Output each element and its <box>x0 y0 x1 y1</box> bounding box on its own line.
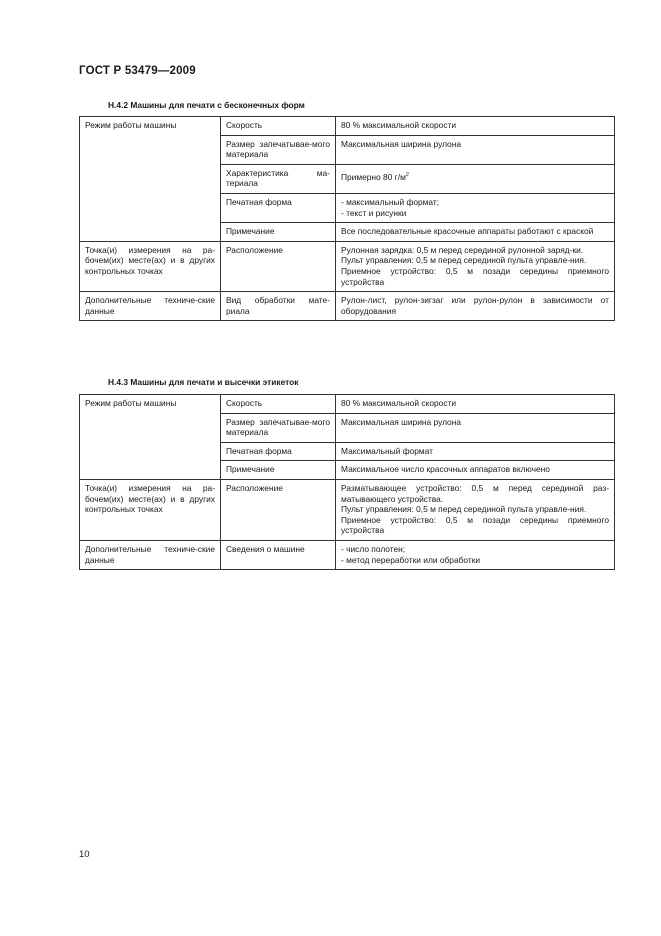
document-header: ГОСТ Р 53479—2009 <box>79 65 196 77</box>
location-value-line: Приемное устройство: 0,5 м позади середины приемного устройства <box>341 514 609 536</box>
cell-form-label: Печатная форма <box>221 193 336 222</box>
section-title-h43: Н.4.3 Машины для печати и высечки этикеток <box>108 377 299 387</box>
location-value-line: Разматывающее устройство: 0,5 м перед серединой раз-матывающего устройства. <box>341 482 609 504</box>
cell-note-value: Максимальное число красочных аппаратов включено <box>336 461 615 480</box>
location-value-line: Рулонная зарядка: 0,5 м перед серединой рулонной заряд-ки. <box>341 244 584 255</box>
table-h42 <box>79 116 615 321</box>
cell-speed-label: Скорость <box>221 117 336 136</box>
table-h43 <box>79 394 615 570</box>
table-row <box>80 395 615 414</box>
machine-value-line: - число полотен; <box>341 543 406 554</box>
cell-speed-value: 80 % максимальной скорости <box>336 117 615 136</box>
cell-machine-label: Сведения о машине <box>221 540 336 569</box>
cell-size-label: Размер запечатывае-мого материала <box>221 413 336 442</box>
characteristic-sup: 2 <box>405 171 409 178</box>
cell-process-value: Рулон-лист, рулон-зигзаг или рулон-рулон в зависимости от оборудования <box>336 292 615 321</box>
location-value-line: Пульт управления: 0,5 м перед серединой пульта управле-ния. <box>341 255 587 266</box>
table-row <box>80 479 615 540</box>
cell-note-value: Все последовательные красочные аппараты работают с краской <box>336 223 615 242</box>
cell-location-label: Расположение <box>221 479 336 540</box>
cell-form-value: Максимальный формат <box>336 442 615 461</box>
table-row <box>80 540 615 569</box>
table-row <box>80 117 615 136</box>
location-value-line: Приемное устройство: 0,5 м позади середины приемного устройства <box>341 265 609 287</box>
cell-mode-label: Режим работы машины <box>80 395 221 480</box>
cell-note-label: Примечание <box>221 461 336 480</box>
form-value-line: - максимальный формат; <box>341 196 440 207</box>
table-row <box>80 292 615 321</box>
cell-characteristic-value <box>336 164 615 193</box>
cell-machine-values <box>336 540 615 569</box>
section-title-h42: Н.4.2 Машины для печати с бесконечных форм <box>108 100 305 110</box>
cell-form-values <box>336 193 615 222</box>
cell-note-label: Примечание <box>221 223 336 242</box>
form-value-line: - текст и рисунки <box>341 207 407 218</box>
cell-size-value: Максимальная ширина рулона <box>336 135 615 164</box>
cell-process-label: Вид обработки мате-риала <box>221 292 336 321</box>
cell-points-label: Точка(и) измерения на ра-бочем(их) месте(ах) и в других контрольных точках <box>80 479 221 540</box>
location-value-line: Пульт управления: 0,5 м перед серединой пульта управле-ния. <box>341 504 587 515</box>
cell-location-label: Расположение <box>221 241 336 291</box>
machine-value-line: - метод переработки или обработки <box>341 554 481 565</box>
page-number: 10 <box>79 849 90 860</box>
cell-extra-label: Дополнительные техниче-ские данные <box>80 292 221 321</box>
table-row <box>80 241 615 291</box>
cell-points-label: Точка(и) измерения на ра-бочем(их) месте(ах) и в других контрольных точках <box>80 241 221 291</box>
characteristic-text: Примерно 80 г/м <box>341 171 406 182</box>
cell-mode-label: Режим работы машины <box>80 117 221 242</box>
cell-location-values <box>336 479 615 540</box>
cell-form-label: Печатная форма <box>221 442 336 461</box>
cell-characteristic-label: Характеристика ма-териала <box>221 164 336 193</box>
cell-speed-label: Скорость <box>221 395 336 414</box>
cell-location-values <box>336 241 615 291</box>
cell-extra-label: Дополнительные техниче-ские данные <box>80 540 221 569</box>
cell-size-label: Размер запечатывае-мого материала <box>221 135 336 164</box>
cell-speed-value: 80 % максимальной скорости <box>336 395 615 414</box>
cell-size-value: Максимальная ширина рулона <box>336 413 615 442</box>
